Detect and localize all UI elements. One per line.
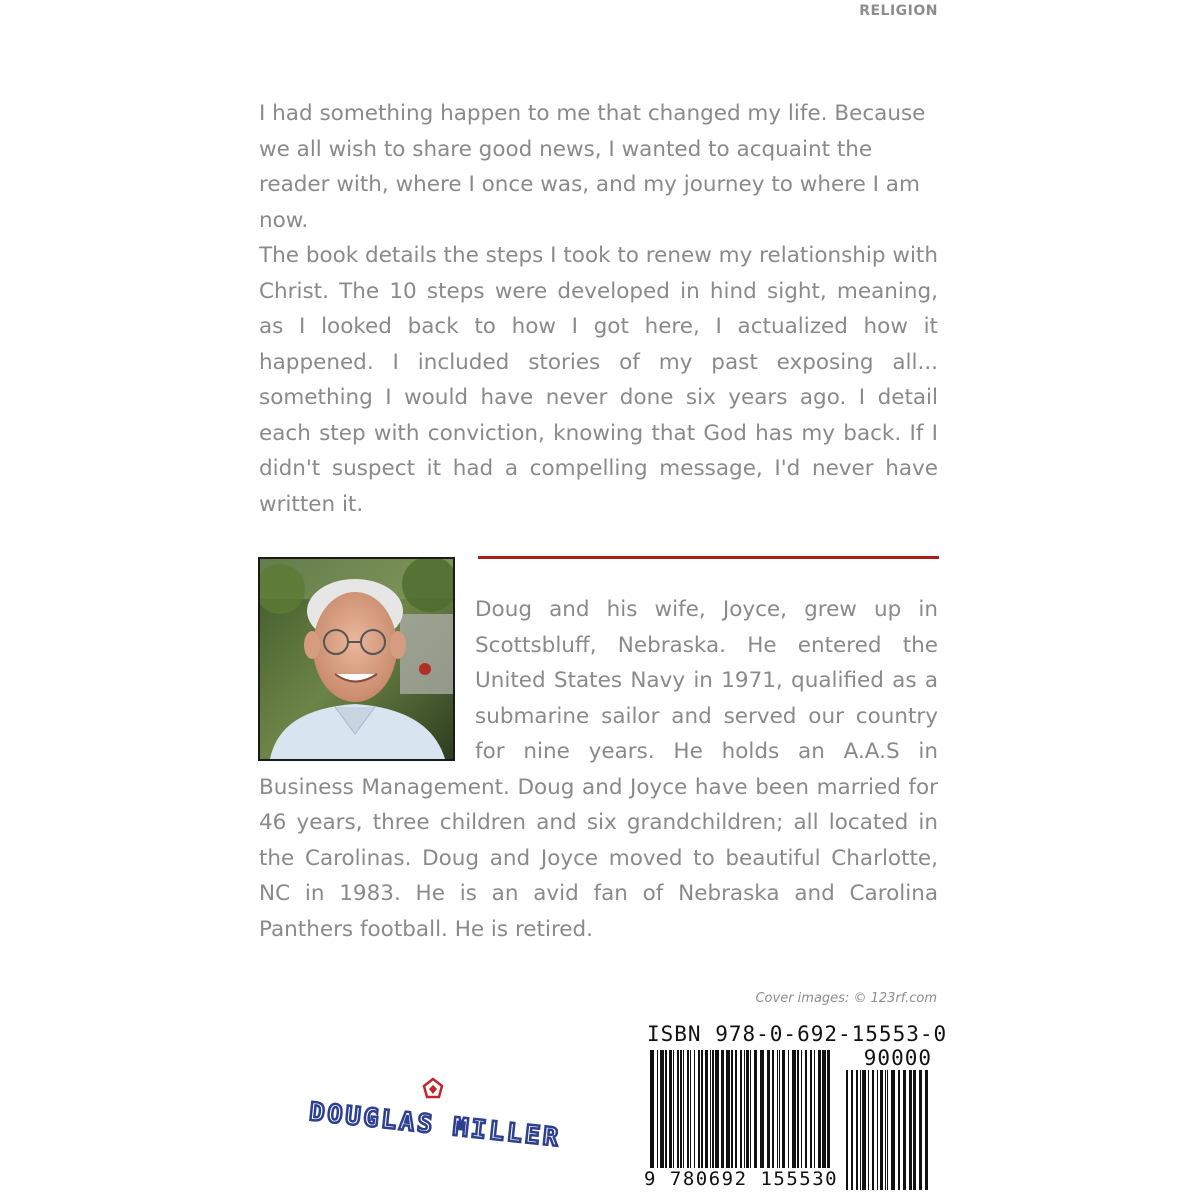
cover-image-credit: Cover images: © 123rf.com — [755, 991, 937, 1006]
logo-wordmark: DOUGLAS MILLER — [308, 1096, 563, 1153]
photo-wrap-spacer — [259, 592, 475, 767]
price-addon-code: 90000 — [863, 1046, 932, 1070]
douglas-miller-logo-icon — [275, 1075, 595, 1155]
blurb-paragraph-1: I had something happen to me that changed my life. Because we all wish to share good news, I wanted to acquaint the reader with, where I once was, and my journey to where I am now. — [259, 101, 926, 233]
accent-divider — [478, 556, 939, 559]
barcode-bars-icon — [640, 1018, 938, 1193]
ean-digits: 9 780692 155530 — [644, 1168, 839, 1190]
author-bio-text: Doug and his wife, Joyce, grew up in Scottsbluff, Nebraska. He entered the United States Navy in 1971, qualified as a submarine sailor and served our country for nine years. He holds an A.A.S in Business Management. Doug and Joyce have been married for 46 years, three children and six grandchildren; all located in the Carolinas. Doug and Joyce moved to beautiful Charlotte, NC in 1983. He is an avid fan of Nebraska and Carolina Panthers football. He is retired. — [259, 597, 938, 942]
category-label: RELIGION — [859, 3, 938, 19]
isbn-number: ISBN 978-0-692-15553-0 — [647, 1022, 948, 1046]
blurb-paragraph-2: The book details the steps I took to renew my relationship with Christ. The 10 steps were developed in hind sight, meaning, as I looked back to how I got here, I actualized how it happened. I included stories of my past exposing all... something I would have never done six years ago. I detail each step with conviction, knowing that God has my back. If I didn't suspect it had a compelling message, I'd never have written it. — [259, 243, 938, 517]
author-bio — [259, 592, 938, 947]
author-logo — [275, 1075, 595, 1155]
isbn-barcode — [640, 1018, 948, 1193]
